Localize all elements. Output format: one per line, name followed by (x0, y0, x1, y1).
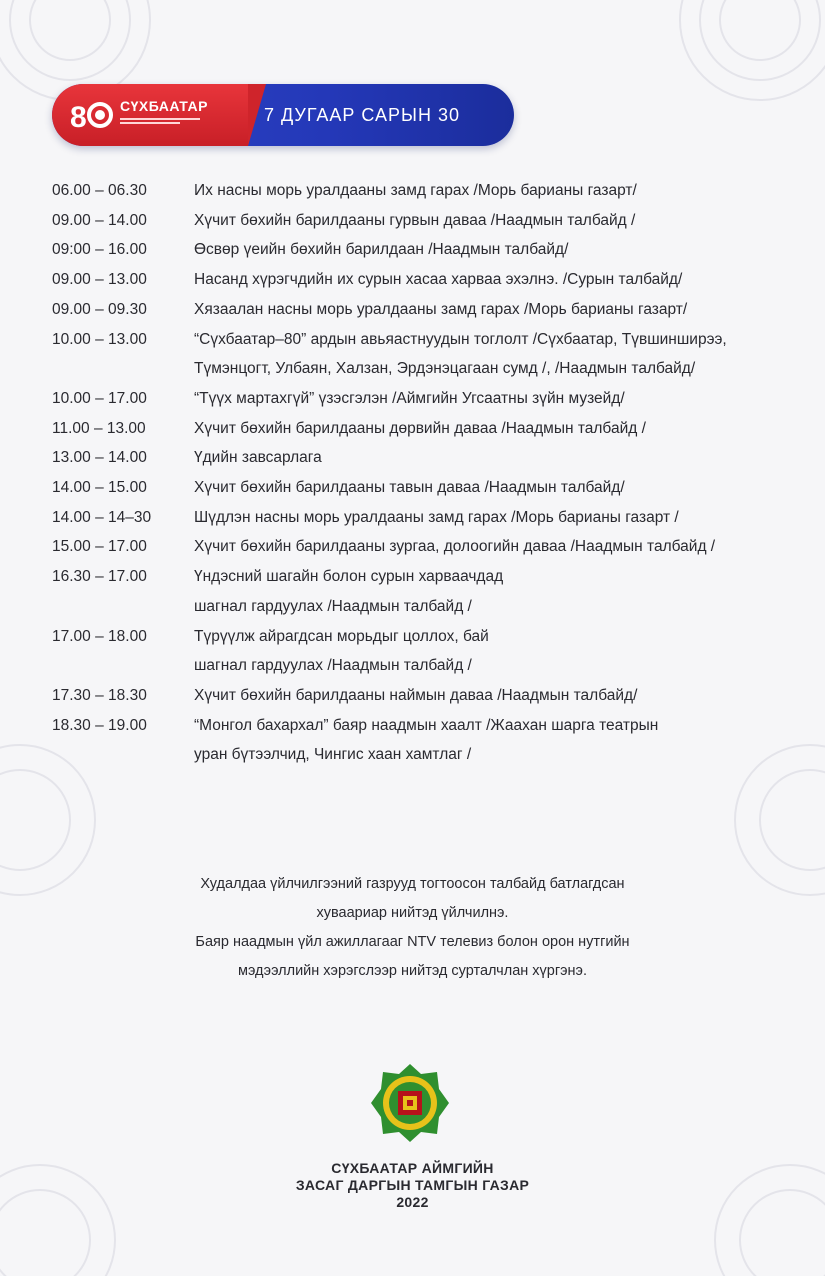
schedule-row (52, 265, 812, 295)
schedule-time: 11.00 – 13.00 (52, 419, 146, 437)
schedule-description: Түмэнцогт, Улбаян, Халзан, Эрдэнэцагаан сумд /, /Наадмын талбайд/ (194, 360, 696, 378)
banner-date: 7 ДУГААР САРЫН 30 (264, 105, 460, 125)
schedule-time: 15.00 – 17.00 (52, 538, 147, 556)
schedule-row (52, 681, 812, 711)
schedule-time: 14.00 – 14–30 (52, 508, 152, 526)
schedule-description: Насанд хүрэгчдийн их сурын хасаа харваа эхэлнэ. /Сурын талбайд/ (194, 271, 683, 289)
schedule-time: 17.00 – 18.00 (52, 627, 147, 645)
brand-subtext-decoration (120, 116, 230, 129)
schedule-time: 06.00 – 06.30 (52, 182, 147, 199)
schedule-description: Үндэсний шагайн болон сурын харваачдад (194, 568, 504, 586)
schedule-time (52, 592, 194, 622)
footer-year: 2022 (396, 1194, 429, 1210)
aimag-emblem-icon (369, 1062, 451, 1144)
issuer-footer (0, 1160, 825, 1211)
schedule-description: Хүчит бөхийн барилдааны тавын даваа /Наадмын талбайд/ (194, 479, 625, 497)
notice-line: Худалдаа үйлчилгээний газрууд тогтоосон талбайд батлагдсан (200, 876, 625, 892)
schedule-row (52, 651, 812, 681)
schedule-row (52, 740, 812, 770)
schedule-row (52, 325, 812, 355)
schedule-row (52, 176, 812, 206)
footer-line-office: ЗАСАГ ДАРГЫН ТАМГЫН ГАЗАР (295, 1177, 530, 1193)
schedule-description: Шүдлэн насны морь уралдааны замд гарах /Морь барианы газарт / (194, 508, 679, 526)
schedule-description: Хүчит бөхийн барилдааны гурвын даваа /Наадмын талбайд / (194, 211, 636, 229)
schedule-description: Хязаалан насны морь уралдааны замд гарах /Морь барианы газарт/ (194, 300, 688, 318)
notice-text (0, 870, 825, 986)
schedule-description: шагнал гардуулах /Наадмын талбайд / (194, 597, 472, 615)
schedule-time: 09:00 – 16.00 (52, 241, 147, 259)
schedule-time: 09.00 – 09.30 (52, 300, 147, 318)
schedule-row (52, 711, 812, 741)
schedule-time: 17.30 – 18.30 (52, 686, 147, 704)
date-banner (52, 84, 514, 146)
schedule-list (52, 176, 812, 770)
schedule-description: “Монгол бахархал” баяр наадмын хаалт /Жаахан шарга театрын (194, 716, 659, 734)
schedule-time: 13.00 – 14.00 (52, 449, 147, 467)
schedule-time: 09.00 – 14.00 (52, 211, 147, 229)
schedule-description: Хүчит бөхийн барилдааны наймын даваа /Наадмын талбайд/ (194, 686, 638, 704)
brand-name: СҮХБААТАР (120, 98, 208, 114)
schedule-row (52, 235, 812, 265)
schedule-description: Хүчит бөхийн барилдааны зургаа, долоогийн даваа /Наадмын талбайд / (194, 538, 716, 556)
schedule-description: уран бүтээлчид, Чингис хаан хамтлаг / (194, 746, 472, 764)
schedule-row (52, 414, 812, 444)
schedule-row (52, 384, 812, 414)
footer-line-aimag: СҮХБААТАР АЙМГИЙН (331, 1160, 494, 1176)
notice-line: хуваариар нийтэд үйлчилнэ. (316, 905, 509, 921)
schedule-row (52, 206, 812, 236)
schedule-description: Үдийн завсарлага (194, 449, 322, 467)
schedule-row (52, 532, 812, 562)
schedule-description: Их насны морь уралдааны замд гарах /Морь барианы газарт/ (194, 182, 637, 199)
schedule-row (52, 473, 812, 503)
sukhbaatar-80-logo (70, 94, 114, 136)
schedule-time: 16.30 – 17.00 (52, 568, 147, 586)
notice-line: Баяр наадмын үйл ажиллагааг NTV телевиз болон орон нутгийн (195, 934, 630, 950)
schedule-description: Хүчит бөхийн барилдааны дөрвийн даваа /Наадмын талбайд / (194, 419, 646, 437)
schedule-row (52, 622, 812, 652)
schedule-time: 14.00 – 15.00 (52, 479, 147, 497)
schedule-time (52, 651, 194, 681)
schedule-time: 10.00 – 17.00 (52, 389, 147, 407)
schedule-time: 09.00 – 13.00 (52, 271, 147, 289)
schedule-description: “Түүх мартахгүй” үзэсгэлэн /Аймгийн Угсаатны зүйн музейд/ (194, 389, 625, 407)
schedule-description: Өсвөр үеийн бөхийн барилдаан /Наадмын талбайд/ (194, 241, 569, 259)
schedule-description: Түрүүлж айрагдсан морьдыг цоллох, бай (194, 627, 489, 645)
schedule-row (52, 443, 812, 473)
schedule-time (52, 354, 194, 384)
schedule-row (52, 562, 812, 592)
schedule-row (52, 503, 812, 533)
schedule-row (52, 354, 812, 384)
schedule-description: шагнал гардуулах /Наадмын талбайд / (194, 657, 472, 675)
notice-line: мэдээллийн хэрэгслээр нийтэд сурталчлан хүргэнэ. (238, 963, 587, 979)
svg-text:8: 8 (70, 101, 87, 134)
schedule-row (52, 295, 812, 325)
schedule-time (52, 740, 194, 770)
schedule-row (52, 592, 812, 622)
schedule-time: 18.30 – 19.00 (52, 716, 147, 734)
schedule-description: “Сүхбаатар–80” ардын авьяастнуудын тоглолт /Сүхбаатар, Түвшинширээ, (194, 330, 727, 348)
schedule-time: 10.00 – 13.00 (52, 330, 147, 348)
